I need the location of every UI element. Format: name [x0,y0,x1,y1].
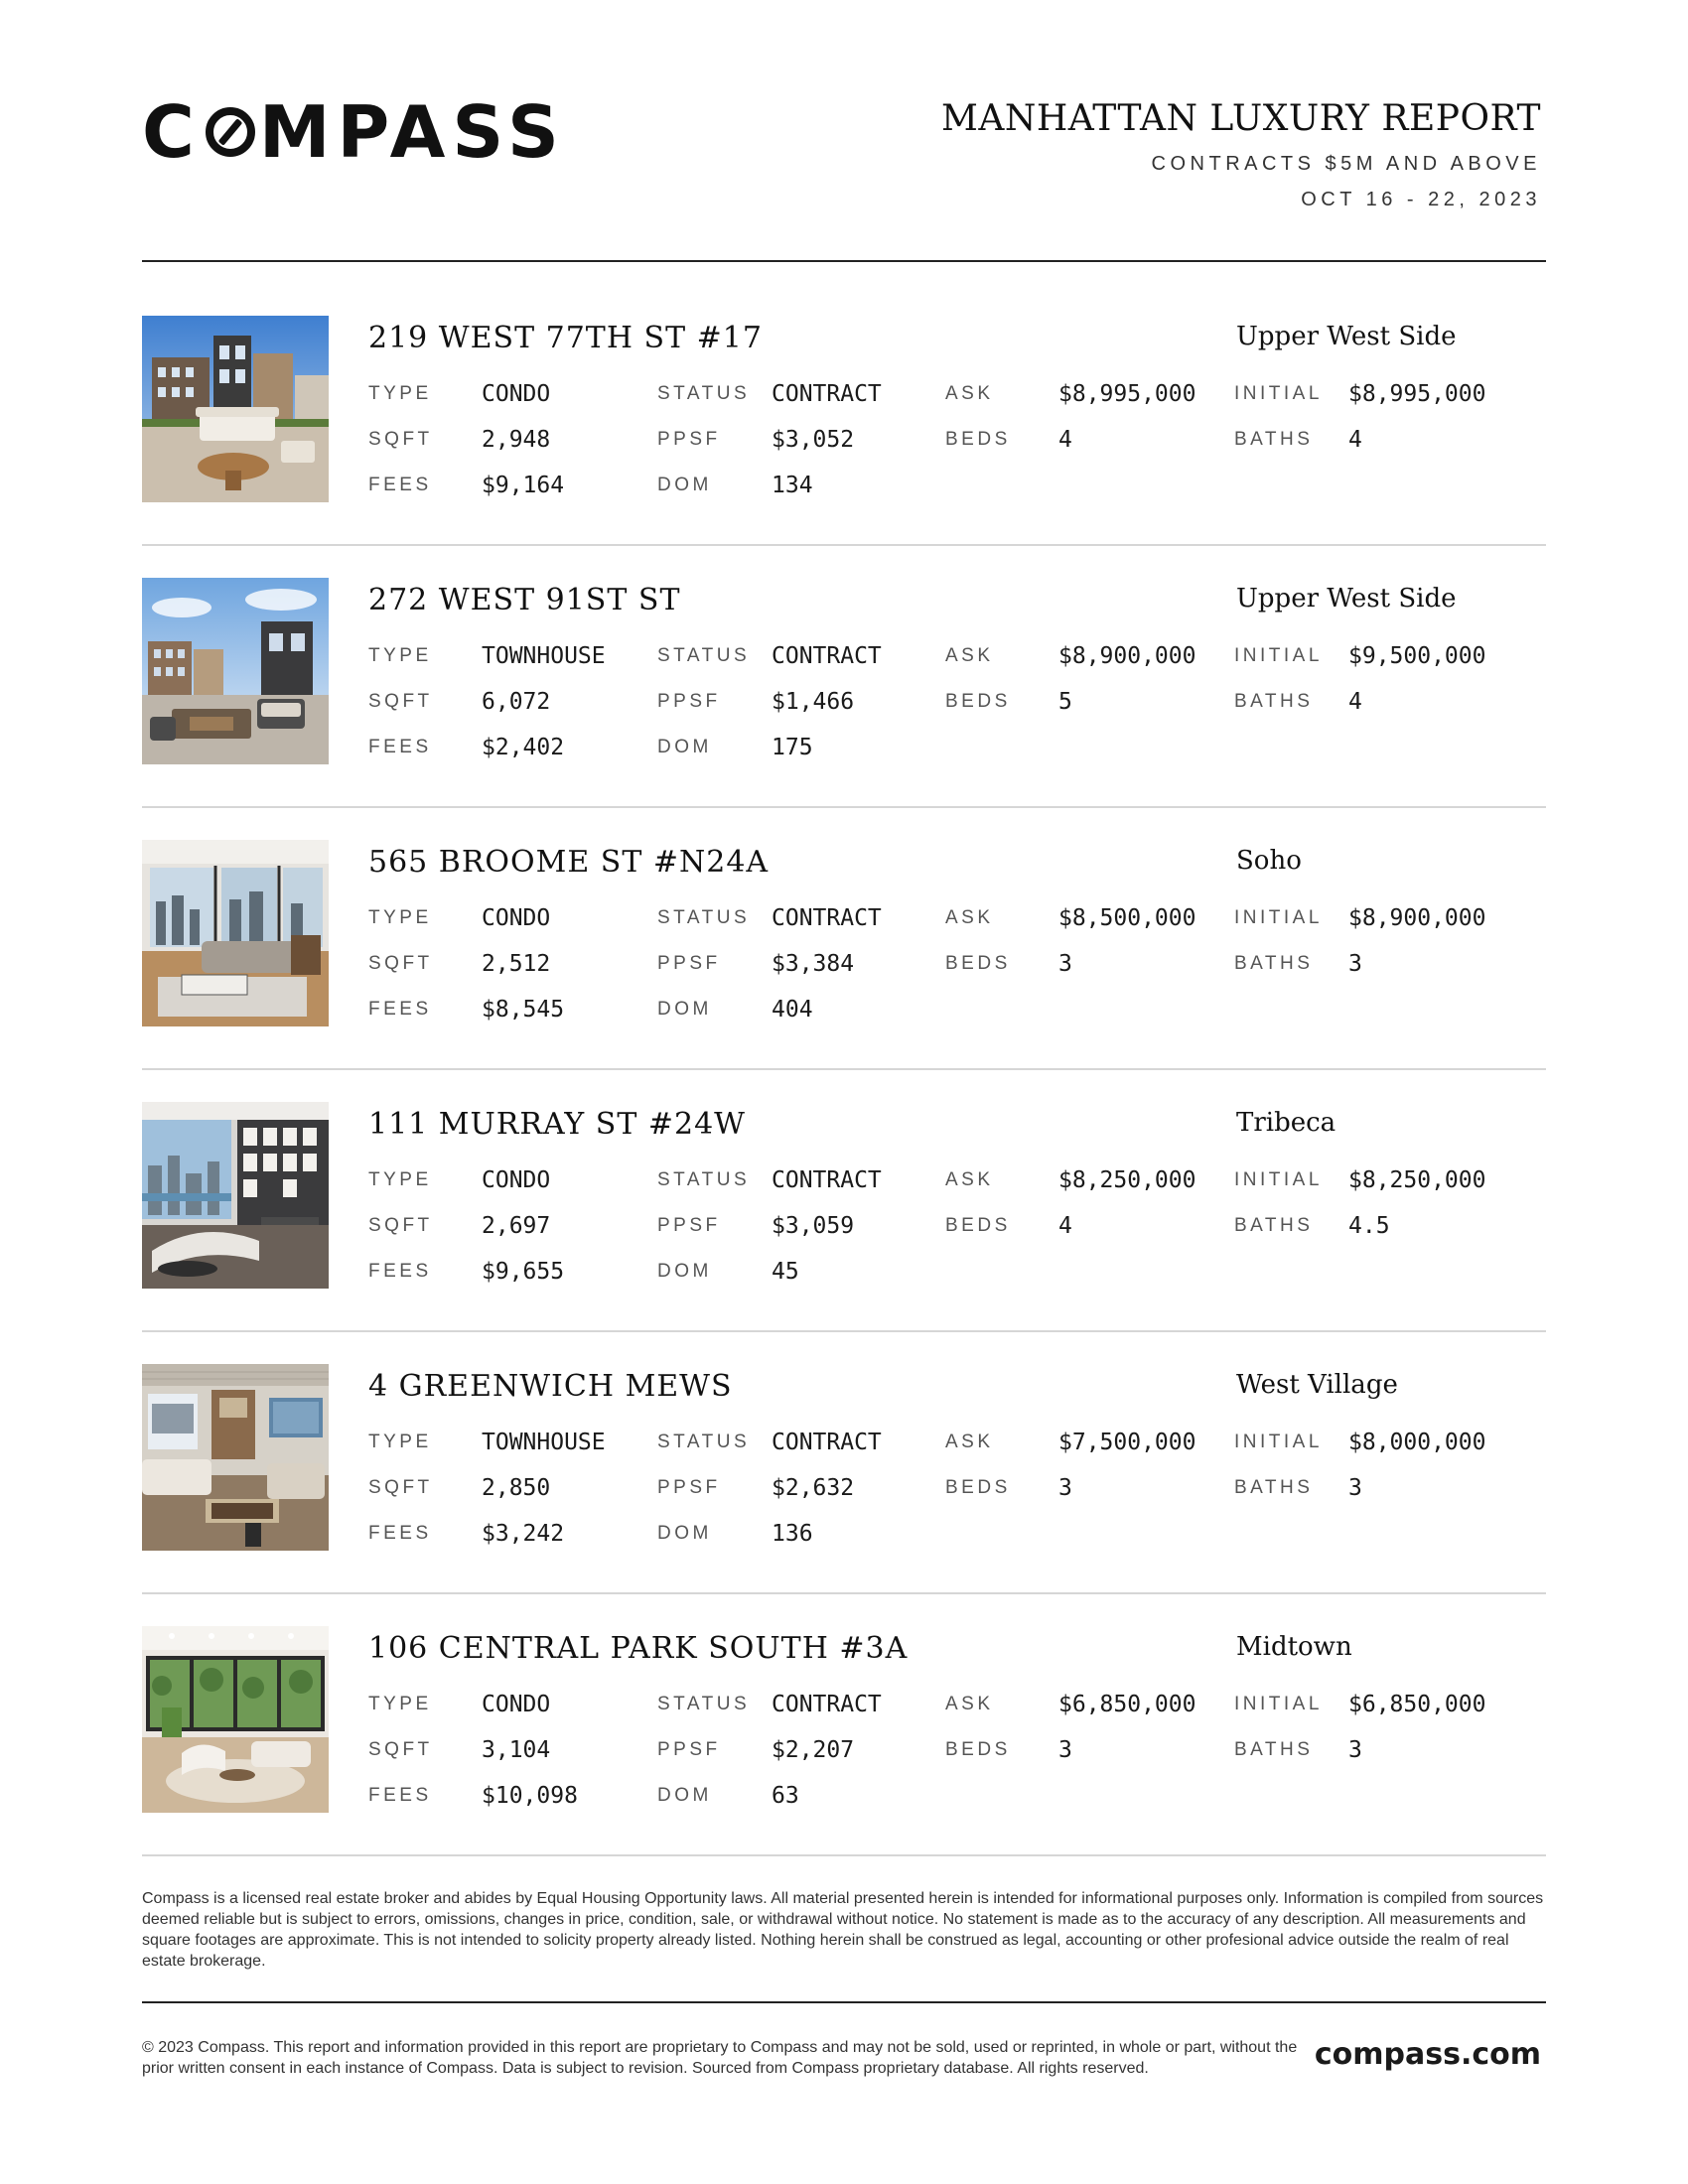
dom-label: DOM [657,999,712,1020]
ppsf-label: PPSF [657,1739,721,1760]
beds-value: 4 [1058,427,1072,453]
beds-value: 3 [1058,1475,1072,1501]
type-label: TYPE [368,1169,432,1190]
fees-value: $8,545 [482,997,565,1023]
sqft-label: SQFT [368,1477,433,1498]
ask-label: ASK [945,1432,994,1452]
ask-label: ASK [945,383,994,404]
status-label: STATUS [657,1694,751,1714]
listing-address: 4 GREENWICH MEWS [368,1369,733,1404]
status-value: CONTRACT [772,1167,882,1193]
status-label: STATUS [657,1169,751,1190]
type-label: TYPE [368,383,432,404]
sqft-value: 6,072 [482,689,551,715]
fees-value: $3,242 [482,1521,565,1547]
fees-label: FEES [368,1261,432,1282]
baths-value: 4 [1348,427,1362,453]
ask-value: $6,850,000 [1058,1692,1196,1717]
type-value: TOWNHOUSE [482,1430,606,1455]
ppsf-value: $3,384 [772,951,855,977]
baths-value: 3 [1348,1737,1362,1763]
listing-item [142,578,1546,840]
footer-divider [142,2001,1546,2003]
baths-label: BATHS [1234,429,1314,450]
sqft-value: 2,948 [482,427,551,453]
status-label: STATUS [657,1432,751,1452]
initial-label: INITIAL [1234,1432,1323,1452]
baths-value: 4.5 [1348,1213,1390,1239]
dom-label: DOM [657,475,712,495]
type-value: CONDO [482,381,551,407]
fees-label: FEES [368,1523,432,1544]
ppsf-label: PPSF [657,1477,721,1498]
listing-item [142,1364,1546,1626]
ask-label: ASK [945,645,994,666]
ask-value: $8,995,000 [1058,381,1196,407]
ppsf-label: PPSF [657,691,721,712]
den-photo [142,1364,329,1551]
fees-label: FEES [368,1785,432,1806]
listing-divider [142,1330,1546,1332]
sqft-label: SQFT [368,953,433,974]
listing-divider [142,1854,1546,1856]
beds-label: BEDS [945,429,1011,450]
initial-value: $8,900,000 [1348,905,1486,931]
listing-neighborhood: Soho [1236,846,1302,876]
fees-label: FEES [368,475,432,495]
dom-label: DOM [657,737,712,757]
beds-value: 4 [1058,1213,1072,1239]
type-value: CONDO [482,905,551,931]
sqft-label: SQFT [368,429,433,450]
status-label: STATUS [657,907,751,928]
initial-label: INITIAL [1234,383,1323,404]
status-label: STATUS [657,645,751,666]
ask-label: ASK [945,1694,994,1714]
status-value: CONTRACT [772,1430,882,1455]
type-label: TYPE [368,1432,432,1452]
ppsf-value: $3,052 [772,427,855,453]
report-title: MANHATTAN LUXURY REPORT [940,98,1541,139]
initial-value: $9,500,000 [1348,643,1486,669]
sqft-label: SQFT [368,691,433,712]
listing-address: 219 WEST 77TH ST #17 [368,321,763,355]
ask-label: ASK [945,907,994,928]
baths-label: BATHS [1234,1215,1314,1236]
listing-address: 272 WEST 91ST ST [368,583,681,617]
report-date-range: OCT 16 - 22, 2023 [1301,189,1541,210]
listing-divider [142,1592,1546,1594]
sqft-label: SQFT [368,1215,433,1236]
dom-value: 63 [772,1783,799,1809]
rooftop-terrace-photo [142,316,329,502]
fees-value: $9,655 [482,1259,565,1285]
status-label: STATUS [657,383,751,404]
status-value: CONTRACT [772,1692,882,1717]
dom-value: 45 [772,1259,799,1285]
initial-label: INITIAL [1234,1694,1323,1714]
ask-value: $8,500,000 [1058,905,1196,931]
dom-label: DOM [657,1261,712,1282]
listing-divider [142,806,1546,808]
sqft-value: 2,512 [482,951,551,977]
listing-neighborhood: West Village [1236,1370,1398,1400]
initial-label: INITIAL [1234,1169,1323,1190]
ppsf-label: PPSF [657,429,721,450]
listing-neighborhood: Upper West Side [1236,322,1457,351]
listing-address: 565 BROOME ST #N24A [368,845,770,880]
baths-label: BATHS [1234,1477,1314,1498]
dom-value: 136 [772,1521,813,1547]
listing-item [142,840,1546,1102]
baths-label: BATHS [1234,691,1314,712]
type-label: TYPE [368,907,432,928]
type-value: CONDO [482,1167,551,1193]
type-label: TYPE [368,645,432,666]
beds-label: BEDS [945,1215,1011,1236]
listing-neighborhood: Tribeca [1236,1108,1336,1138]
fees-value: $2,402 [482,735,565,760]
ppsf-value: $2,632 [772,1475,855,1501]
fees-value: $10,098 [482,1783,578,1809]
ppsf-value: $2,207 [772,1737,855,1763]
ask-value: $8,250,000 [1058,1167,1196,1193]
listing-address: 106 CENTRAL PARK SOUTH #3A [368,1631,909,1666]
ppsf-value: $1,466 [772,689,855,715]
dom-value: 175 [772,735,813,760]
listing-divider [142,544,1546,546]
initial-value: $8,250,000 [1348,1167,1486,1193]
listing-item [142,1626,1546,1888]
type-value: CONDO [482,1692,551,1717]
park-view-living-photo [142,1626,329,1813]
listing-item [142,316,1546,578]
baths-label: BATHS [1234,1739,1314,1760]
beds-value: 3 [1058,1737,1072,1763]
initial-label: INITIAL [1234,907,1323,928]
ask-value: $8,900,000 [1058,643,1196,669]
dom-label: DOM [657,1785,712,1806]
fees-label: FEES [368,737,432,757]
ppsf-label: PPSF [657,953,721,974]
sqft-label: SQFT [368,1739,433,1760]
dom-label: DOM [657,1523,712,1544]
ppsf-label: PPSF [657,1215,721,1236]
dom-value: 134 [772,473,813,498]
initial-value: $6,850,000 [1348,1692,1486,1717]
listing-item [142,1102,1546,1364]
listing-divider [142,1068,1546,1070]
roof-deck-photo [142,578,329,764]
header-divider [142,260,1546,262]
copyright-notice: © 2023 Compass. This report and information provided in this report are proprietary to Compass and may not be sold, used or reprinted, in whole or part, without the prior written consent in each instance of Compass. Data is subject to revision. Sourced from Compass proprietary database. All rights reserved. [142,2039,1298,2077]
ask-label: ASK [945,1169,994,1190]
compass-needle-icon [206,107,255,157]
beds-label: BEDS [945,1739,1011,1760]
sqft-value: 2,697 [482,1213,551,1239]
baths-label: BATHS [1234,953,1314,974]
status-value: CONTRACT [772,643,882,669]
fees-label: FEES [368,999,432,1020]
status-value: CONTRACT [772,905,882,931]
report-subtitle: CONTRACTS $5M AND ABOVE [1151,153,1541,175]
baths-value: 3 [1348,951,1362,977]
ppsf-value: $3,059 [772,1213,855,1239]
sqft-value: 2,850 [482,1475,551,1501]
beds-label: BEDS [945,953,1011,974]
dom-value: 404 [772,997,813,1023]
corner-living-photo [142,1102,329,1289]
initial-value: $8,000,000 [1348,1430,1486,1455]
listing-neighborhood: Upper West Side [1236,584,1457,614]
living-room-photo [142,840,329,1026]
sqft-value: 3,104 [482,1737,551,1763]
ask-value: $7,500,000 [1058,1430,1196,1455]
beds-value: 3 [1058,951,1072,977]
status-value: CONTRACT [772,381,882,407]
legal-disclaimer: Compass is a licensed real estate broker and abides by Equal Housing Opportunity laws. All material presented herein is intended for informational purposes only. Information is compiled from sources deemed reliable but is subject to errors, omissions, changes in price, condition, sale, or withdrawal without notice. No statement is made as to the accuracy of any description. All measurements and square footages are approximate. This is not intended to solicity property already listed. Nothing herein shall be construed as legal, accounting or other profesional advice outside the realm of real estate brokerage. [142,1890,1544,1970]
listings-list [142,316,1546,1888]
report-header [941,97,1541,212]
baths-value: 4 [1348,689,1362,715]
beds-label: BEDS [945,691,1011,712]
type-label: TYPE [368,1694,432,1714]
baths-value: 3 [1348,1475,1362,1501]
beds-value: 5 [1058,689,1072,715]
initial-value: $8,995,000 [1348,381,1486,407]
beds-label: BEDS [945,1477,1011,1498]
type-value: TOWNHOUSE [482,643,606,669]
initial-label: INITIAL [1234,645,1323,666]
compass-logo: C MPASS [142,90,566,174]
fees-value: $9,164 [482,473,565,498]
listing-neighborhood: Midtown [1236,1632,1352,1662]
listing-address: 111 MURRAY ST #24W [368,1107,747,1142]
website-link[interactable]: compass.com [1314,2037,1541,2072]
